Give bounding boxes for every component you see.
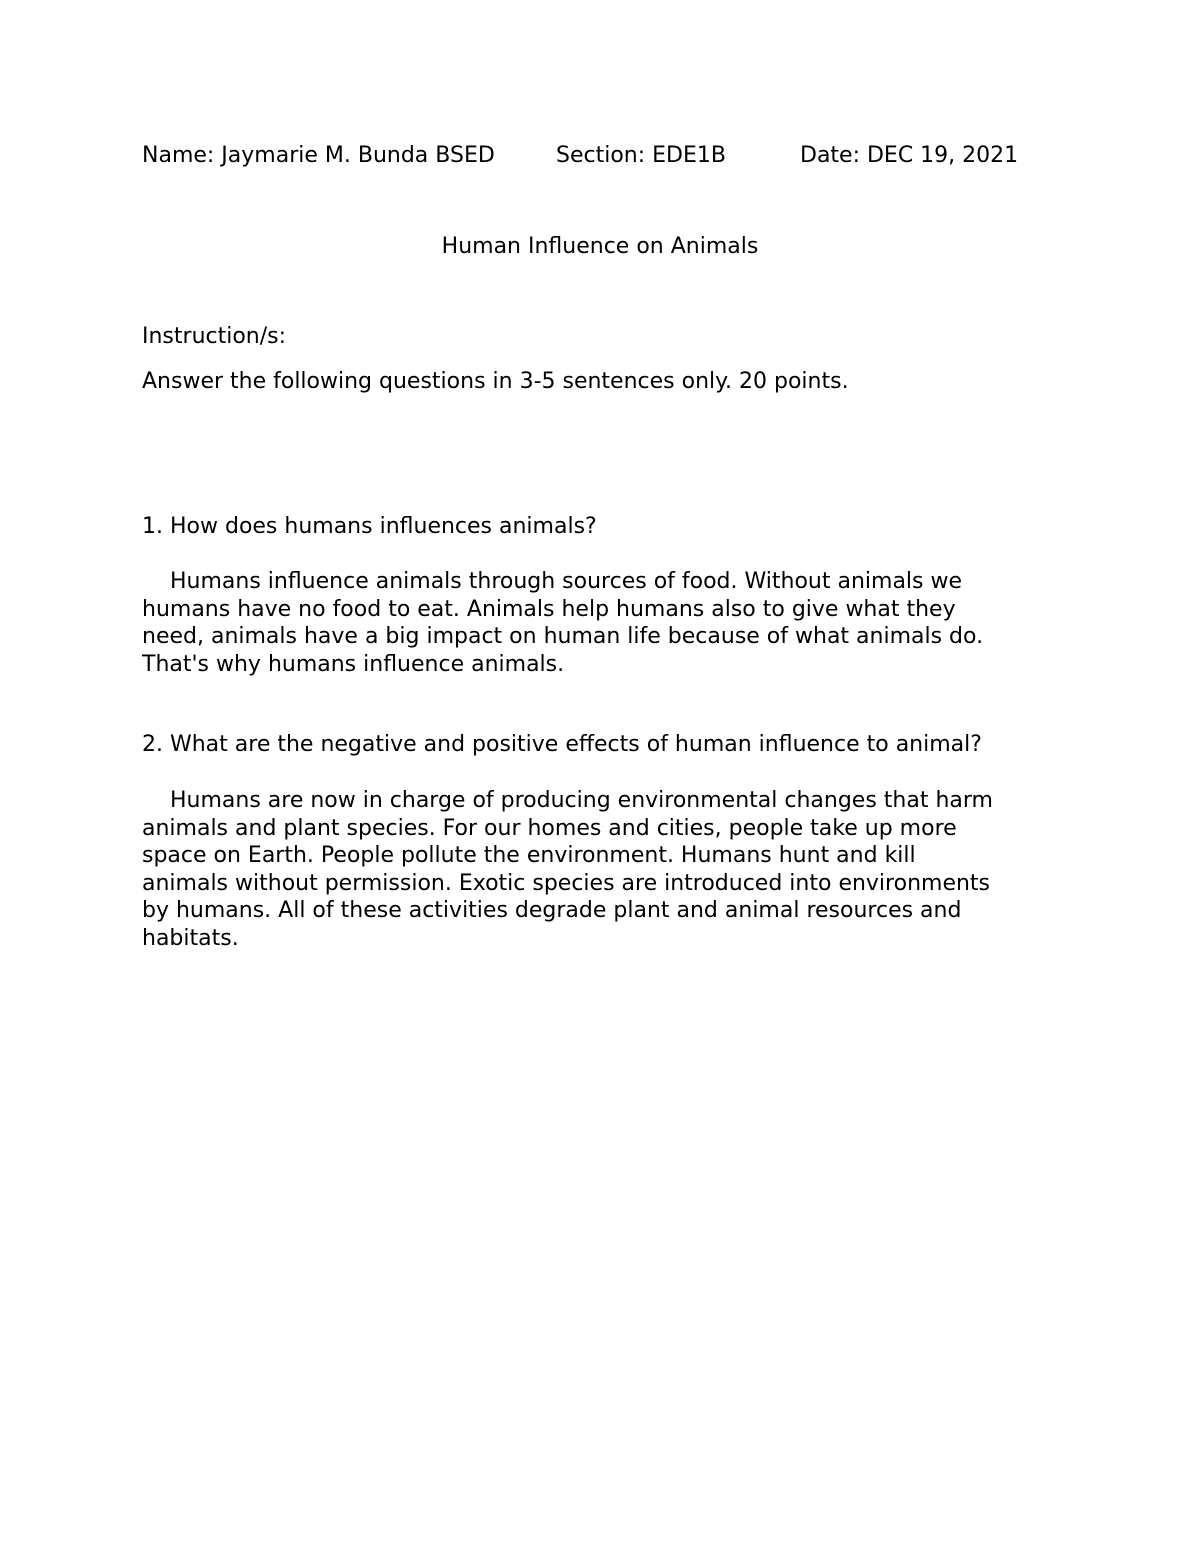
answer-1-line: humans have no food to eat. Animals help humans also to give what they [142, 596, 956, 622]
answer-2-line: space on Earth. People pollute the environment. Humans hunt and kill [142, 843, 916, 868]
student-name: Name: Jaymarie M. Bunda BSED [142, 143, 495, 168]
submission-date: Date: DEC 19, 2021 [800, 143, 1019, 168]
answer-2-line: animals without permission. Exotic species are introduced into environments [142, 870, 991, 896]
question-2: 2. What are the negative and positive effects of human influence to animal? [142, 732, 982, 757]
instructions-text: Answer the following questions in 3-5 sentences only. 20 points. [142, 369, 849, 394]
answer-2-line: Humans are now in charge of producing environmental changes that harm [142, 788, 993, 813]
answer-2-line: habitats. [142, 925, 239, 951]
answer-2-line: animals and plant species. For our homes and cities, people take up more [142, 815, 957, 841]
answer-1 [142, 568, 1062, 678]
answer-2-line: by humans. All of these activities degrade plant and animal resources and [142, 898, 962, 923]
answer-1-line: That's why humans influence animals. [142, 651, 565, 677]
answer-2 [142, 787, 1062, 952]
instructions-label: Instruction/s: [142, 324, 287, 349]
question-1: 1. How does humans influences animals? [142, 514, 597, 539]
answer-1-line: need, animals have a big impact on human life because of what animals do. [142, 624, 984, 649]
student-section: Section: EDE1B [556, 143, 726, 168]
document-title: Human Influence on Animals [441, 234, 759, 259]
answer-1-line: Humans influence animals through sources of food. Without animals we [142, 569, 963, 594]
